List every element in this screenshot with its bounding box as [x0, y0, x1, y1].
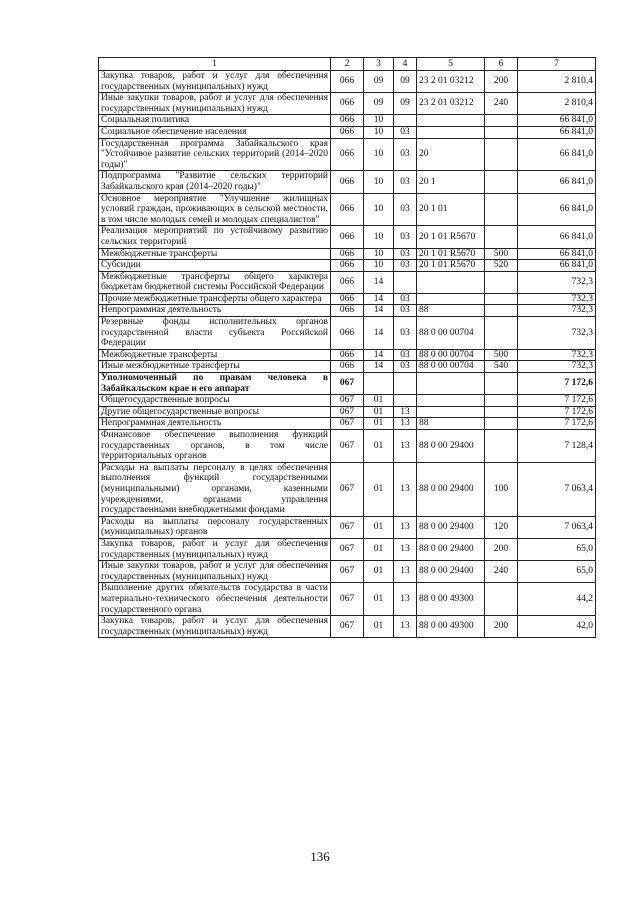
- section-code-cell: 10: [364, 226, 394, 248]
- section-code-cell: 09: [364, 93, 394, 115]
- table-row: [99, 538, 596, 560]
- table-row: [99, 462, 596, 516]
- row-name-cell: Социальная политика: [99, 115, 331, 127]
- amount-cell: 732,3: [518, 349, 596, 361]
- row-name-cell: Иные межбюджетные трансферты: [99, 361, 331, 373]
- section-code-cell: 10: [364, 138, 394, 171]
- table-row: [99, 293, 596, 305]
- target-article-cell: [417, 395, 485, 407]
- subsection-code-cell: 03: [394, 226, 417, 248]
- subsection-code-cell: [394, 395, 417, 407]
- subsection-code-cell: 13: [394, 430, 417, 463]
- table-row: [99, 138, 596, 171]
- admin-code-cell: 067: [331, 583, 364, 616]
- expense-type-cell: [485, 138, 518, 171]
- amount-cell: 7 128,4: [518, 430, 596, 463]
- amount-cell: 66 841,0: [518, 115, 596, 127]
- row-name-cell: Непрограммная деятельность: [99, 418, 331, 430]
- row-name-cell: Другие общегосударственные вопросы: [99, 406, 331, 418]
- admin-code-cell: 066: [331, 293, 364, 305]
- amount-cell: 66 841,0: [518, 248, 596, 260]
- section-code-cell: 14: [364, 293, 394, 305]
- target-article-cell: 20 1 01 R5670: [417, 226, 485, 248]
- row-name-cell: Прочие межбюджетные трансферты общего характера: [99, 293, 331, 305]
- header-cell-4: 4: [394, 58, 417, 71]
- expense-type-cell: 200: [485, 538, 518, 560]
- section-code-cell: [364, 373, 394, 395]
- admin-code-cell: 066: [331, 71, 364, 93]
- row-name-cell: Реализация мероприятий по устойчивому развитию сельских территорий: [99, 226, 331, 248]
- expense-type-cell: [485, 317, 518, 350]
- target-article-cell: [417, 293, 485, 305]
- table-row: [99, 171, 596, 193]
- table-row: [99, 418, 596, 430]
- table-row: [99, 71, 596, 93]
- target-article-cell: 88: [417, 418, 485, 430]
- subsection-code-cell: [394, 115, 417, 127]
- target-article-cell: 20 1 01 R5670: [417, 260, 485, 272]
- target-article-cell: 20 1 01: [417, 193, 485, 226]
- expense-type-cell: [485, 406, 518, 418]
- subsection-code-cell: 13: [394, 538, 417, 560]
- expense-type-cell: [485, 395, 518, 407]
- expense-type-cell: [485, 271, 518, 293]
- target-article-cell: 88 0 00 29400: [417, 430, 485, 463]
- section-code-cell: 01: [364, 418, 394, 430]
- subsection-code-cell: 03: [394, 349, 417, 361]
- row-name-cell: Резервные фонды исполнительных органов государственной власти субъекта Российской Федерации: [99, 317, 331, 350]
- section-code-cell: 01: [364, 406, 394, 418]
- admin-code-cell: 067: [331, 430, 364, 463]
- admin-code-cell: 067: [331, 616, 364, 638]
- admin-code-cell: 066: [331, 138, 364, 171]
- section-code-cell: 01: [364, 430, 394, 463]
- expense-type-cell: 240: [485, 561, 518, 583]
- subsection-code-cell: 13: [394, 616, 417, 638]
- subsection-code-cell: 03: [394, 317, 417, 350]
- target-article-cell: 23 2 01 03212: [417, 71, 485, 93]
- target-article-cell: [417, 406, 485, 418]
- expense-type-cell: [485, 226, 518, 248]
- header-cell-3: 3: [364, 58, 394, 71]
- row-name-cell: Межбюджетные трансферты: [99, 248, 331, 260]
- row-name-cell: Расходы на выплаты персоналу в целях обеспечения выполнения функций государственными (муниципальными) органами, казенными учреждениями, органами управления государственными внебюджетными фондами: [99, 462, 331, 516]
- amount-cell: 66 841,0: [518, 226, 596, 248]
- target-article-cell: 23 2 01 03212: [417, 93, 485, 115]
- budget-table: [98, 57, 596, 638]
- admin-code-cell: 066: [331, 226, 364, 248]
- table-row: [99, 193, 596, 226]
- target-article-cell: 88 0 00 29400: [417, 561, 485, 583]
- amount-cell: 66 841,0: [518, 260, 596, 272]
- target-article-cell: [417, 126, 485, 138]
- row-name-cell: Субсидии: [99, 260, 331, 272]
- row-name-cell: Основное мероприятие "Улучшение жилищных условий граждан, проживающих в сельской местности, в том числе молодых семей и молодых специалистов": [99, 193, 331, 226]
- table-header-row: [99, 58, 596, 71]
- expense-type-cell: 500: [485, 349, 518, 361]
- target-article-cell: 20 1 01 R5670: [417, 248, 485, 260]
- table-row: [99, 248, 596, 260]
- amount-cell: 7 172,6: [518, 373, 596, 395]
- section-code-cell: 09: [364, 71, 394, 93]
- admin-code-cell: 066: [331, 260, 364, 272]
- admin-code-cell: 066: [331, 93, 364, 115]
- subsection-code-cell: 03: [394, 361, 417, 373]
- table-row: [99, 406, 596, 418]
- target-article-cell: [417, 373, 485, 395]
- admin-code-cell: 066: [331, 305, 364, 317]
- expense-type-cell: [485, 126, 518, 138]
- expense-type-cell: 200: [485, 616, 518, 638]
- row-name-cell: Межбюджетные трансферты: [99, 349, 331, 361]
- row-name-cell: Межбюджетные трансферты общего характера бюджетам бюджетной системы Российской Федерации: [99, 271, 331, 293]
- subsection-code-cell: 03: [394, 248, 417, 260]
- amount-cell: 66 841,0: [518, 138, 596, 171]
- target-article-cell: 88 0 00 49300: [417, 583, 485, 616]
- amount-cell: 42,0: [518, 616, 596, 638]
- table-body: [99, 71, 596, 638]
- row-name-cell: Закупка товаров, работ и услуг для обеспечения государственных (муниципальных) нужд: [99, 538, 331, 560]
- expense-type-cell: [485, 305, 518, 317]
- expense-type-cell: [485, 115, 518, 127]
- target-article-cell: 88 0 00 00704: [417, 317, 485, 350]
- row-name-cell: Выполнение других обязательств государства в части материально-технического обеспечения деятельности государственного органа: [99, 583, 331, 616]
- table-row: [99, 115, 596, 127]
- row-name-cell: Социальное обеспечение населения: [99, 126, 331, 138]
- amount-cell: 7 172,6: [518, 406, 596, 418]
- admin-code-cell: 066: [331, 193, 364, 226]
- subsection-code-cell: 09: [394, 93, 417, 115]
- target-article-cell: 88 0 00 00704: [417, 361, 485, 373]
- expense-type-cell: [485, 430, 518, 463]
- amount-cell: 65,0: [518, 561, 596, 583]
- admin-code-cell: 067: [331, 406, 364, 418]
- section-code-cell: 10: [364, 248, 394, 260]
- row-name-cell: Закупка товаров, работ и услуг для обеспечения государственных (муниципальных) нужд: [99, 616, 331, 638]
- table-row: [99, 226, 596, 248]
- row-name-cell: Уполномоченный по правам человека в Забайкальском крае и его аппарат: [99, 373, 331, 395]
- row-name-cell: Закупка товаров, работ и услуг для обеспечения государственных (муниципальных) нужд: [99, 71, 331, 93]
- section-code-cell: 10: [364, 171, 394, 193]
- subsection-code-cell: 03: [394, 260, 417, 272]
- table-row: [99, 616, 596, 638]
- table-row: [99, 271, 596, 293]
- subsection-code-cell: 03: [394, 138, 417, 171]
- target-article-cell: 88 0 00 29400: [417, 538, 485, 560]
- section-code-cell: 01: [364, 583, 394, 616]
- expense-type-cell: [485, 583, 518, 616]
- admin-code-cell: 067: [331, 538, 364, 560]
- row-name-cell: Расходы на выплаты персоналу государственных (муниципальных) органов: [99, 516, 331, 538]
- admin-code-cell: 067: [331, 373, 364, 395]
- subsection-code-cell: 13: [394, 516, 417, 538]
- amount-cell: 66 841,0: [518, 171, 596, 193]
- target-article-cell: 20 1: [417, 171, 485, 193]
- subsection-code-cell: [394, 373, 417, 395]
- admin-code-cell: 066: [331, 248, 364, 260]
- section-code-cell: 01: [364, 538, 394, 560]
- row-name-cell: Подпрограмма "Развитие сельских территорий Забайкальского края (2014–2020 годы)": [99, 171, 331, 193]
- section-code-cell: 01: [364, 616, 394, 638]
- row-name-cell: Непрограммная деятельность: [99, 305, 331, 317]
- subsection-code-cell: 13: [394, 418, 417, 430]
- amount-cell: 732,3: [518, 317, 596, 350]
- subsection-code-cell: 03: [394, 126, 417, 138]
- expense-type-cell: [485, 171, 518, 193]
- table-row: [99, 361, 596, 373]
- subsection-code-cell: 03: [394, 305, 417, 317]
- header-cell-5: 5: [417, 58, 485, 71]
- table-row: [99, 305, 596, 317]
- amount-cell: 7 063,4: [518, 462, 596, 516]
- amount-cell: 7 172,6: [518, 395, 596, 407]
- expense-type-cell: 200: [485, 71, 518, 93]
- subsection-code-cell: 03: [394, 293, 417, 305]
- table-row: [99, 516, 596, 538]
- row-name-cell: Общегосударственные вопросы: [99, 395, 331, 407]
- target-article-cell: 88: [417, 305, 485, 317]
- section-code-cell: 10: [364, 115, 394, 127]
- section-code-cell: 01: [364, 516, 394, 538]
- section-code-cell: 10: [364, 260, 394, 272]
- target-article-cell: 20: [417, 138, 485, 171]
- expense-type-cell: [485, 293, 518, 305]
- subsection-code-cell: 13: [394, 406, 417, 418]
- amount-cell: 732,3: [518, 361, 596, 373]
- table-row: [99, 395, 596, 407]
- expense-type-cell: 120: [485, 516, 518, 538]
- admin-code-cell: 067: [331, 395, 364, 407]
- section-code-cell: 14: [364, 271, 394, 293]
- section-code-cell: 01: [364, 462, 394, 516]
- table-row: [99, 430, 596, 463]
- target-article-cell: 88 0 00 29400: [417, 516, 485, 538]
- section-code-cell: 14: [364, 349, 394, 361]
- section-code-cell: 10: [364, 126, 394, 138]
- section-code-cell: 10: [364, 193, 394, 226]
- section-code-cell: 14: [364, 361, 394, 373]
- expense-type-cell: [485, 193, 518, 226]
- section-code-cell: 01: [364, 395, 394, 407]
- subsection-code-cell: 03: [394, 193, 417, 226]
- table-row: [99, 126, 596, 138]
- amount-cell: 44,2: [518, 583, 596, 616]
- target-article-cell: [417, 271, 485, 293]
- table-row: [99, 583, 596, 616]
- amount-cell: 66 841,0: [518, 126, 596, 138]
- admin-code-cell: 066: [331, 271, 364, 293]
- expense-type-cell: 500: [485, 248, 518, 260]
- expense-type-cell: 520: [485, 260, 518, 272]
- subsection-code-cell: 13: [394, 583, 417, 616]
- header-cell-1: 1: [99, 58, 331, 71]
- amount-cell: 65,0: [518, 538, 596, 560]
- admin-code-cell: 067: [331, 561, 364, 583]
- admin-code-cell: 066: [331, 171, 364, 193]
- admin-code-cell: 066: [331, 126, 364, 138]
- table-row: [99, 373, 596, 395]
- subsection-code-cell: 13: [394, 561, 417, 583]
- expense-type-cell: 100: [485, 462, 518, 516]
- amount-cell: 7 063,4: [518, 516, 596, 538]
- amount-cell: 732,3: [518, 293, 596, 305]
- row-name-cell: Иные закупки товаров, работ и услуг для обеспечения государственных (муниципальных) нужд: [99, 93, 331, 115]
- amount-cell: 66 841,0: [518, 193, 596, 226]
- page-number: 136: [310, 849, 330, 864]
- header-cell-2: 2: [331, 58, 364, 71]
- admin-code-cell: 067: [331, 516, 364, 538]
- target-article-cell: 88 0 00 49300: [417, 616, 485, 638]
- target-article-cell: 88 0 00 29400: [417, 462, 485, 516]
- admin-code-cell: 066: [331, 361, 364, 373]
- expense-type-cell: 240: [485, 93, 518, 115]
- admin-code-cell: 066: [331, 115, 364, 127]
- amount-cell: 732,3: [518, 271, 596, 293]
- header-cell-6: 6: [485, 58, 518, 71]
- section-code-cell: 14: [364, 317, 394, 350]
- target-article-cell: [417, 115, 485, 127]
- expense-type-cell: [485, 373, 518, 395]
- header-cell-7: 7: [518, 58, 596, 71]
- admin-code-cell: 067: [331, 418, 364, 430]
- table-row: [99, 561, 596, 583]
- table-row: [99, 317, 596, 350]
- amount-cell: 2 810,4: [518, 93, 596, 115]
- section-code-cell: 14: [364, 305, 394, 317]
- subsection-code-cell: 09: [394, 71, 417, 93]
- amount-cell: 732,3: [518, 305, 596, 317]
- subsection-code-cell: 03: [394, 171, 417, 193]
- target-article-cell: 88 0 00 00704: [417, 349, 485, 361]
- subsection-code-cell: 13: [394, 462, 417, 516]
- expense-type-cell: 540: [485, 361, 518, 373]
- admin-code-cell: 067: [331, 462, 364, 516]
- table-row: [99, 349, 596, 361]
- subsection-code-cell: [394, 271, 417, 293]
- amount-cell: 2 810,4: [518, 71, 596, 93]
- amount-cell: 7 172,6: [518, 418, 596, 430]
- table-row: [99, 93, 596, 115]
- row-name-cell: Иные закупки товаров, работ и услуг для обеспечения государственных (муниципальных) нужд: [99, 561, 331, 583]
- row-name-cell: Государственная программа Забайкальского края "Устойчивое развитие сельских территорий (2014–2020 годы)": [99, 138, 331, 171]
- table-row: [99, 260, 596, 272]
- admin-code-cell: 066: [331, 349, 364, 361]
- expense-type-cell: [485, 418, 518, 430]
- row-name-cell: Финансовое обеспечение выполнения функций государственных органов, в том числе территориальных органов: [99, 430, 331, 463]
- admin-code-cell: 066: [331, 317, 364, 350]
- section-code-cell: 01: [364, 561, 394, 583]
